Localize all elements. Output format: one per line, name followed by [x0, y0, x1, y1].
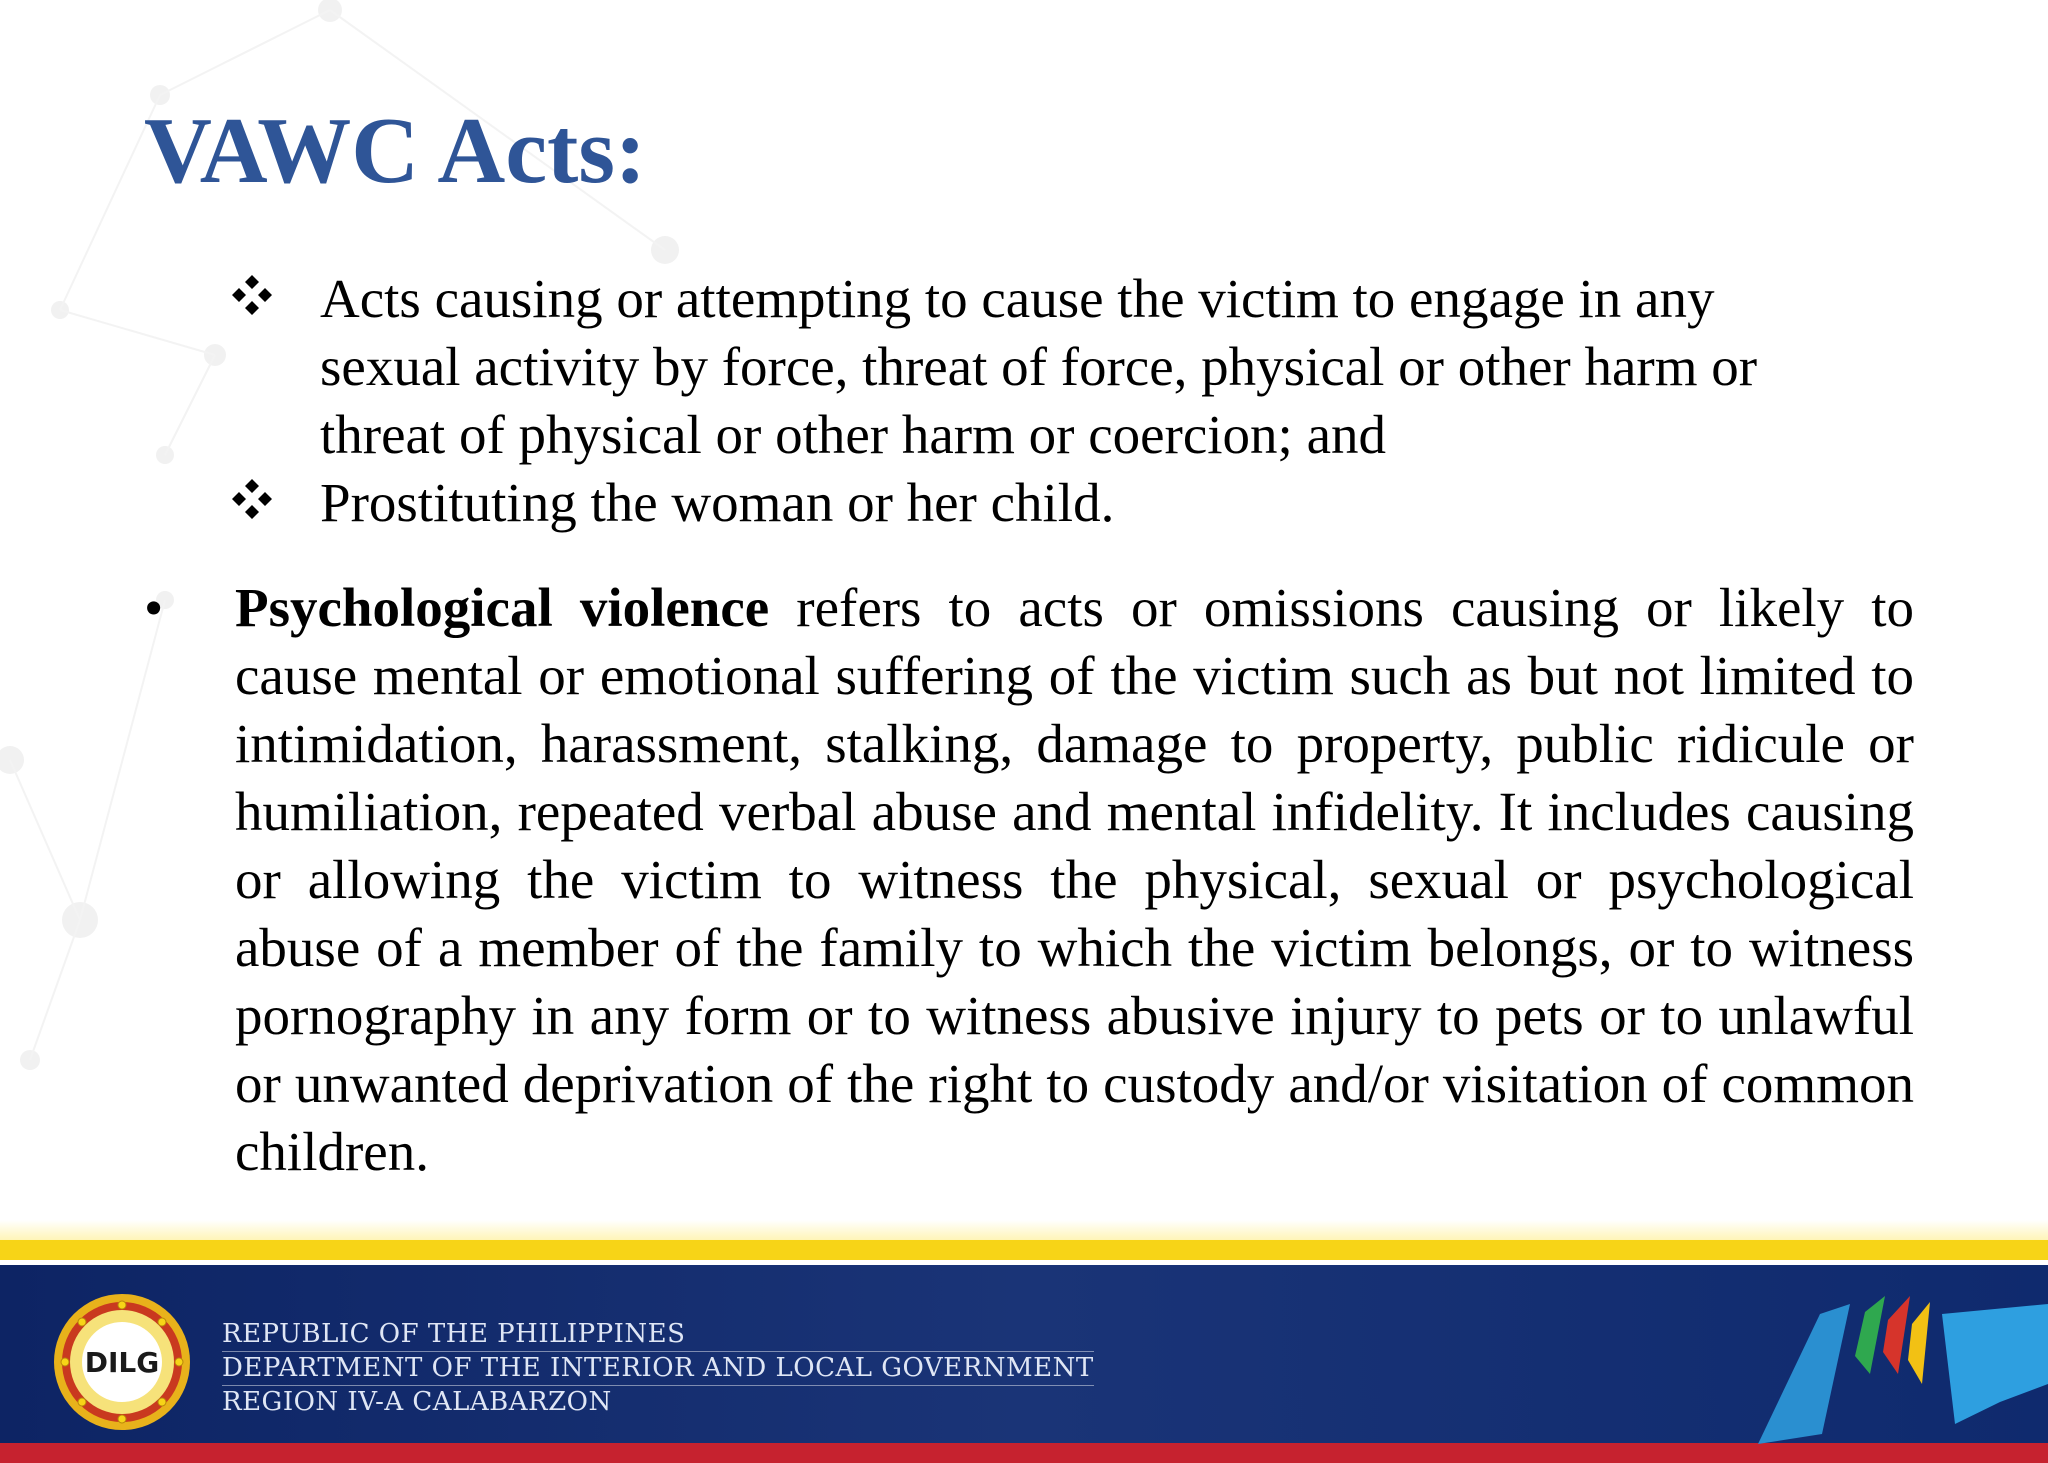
seal-label: DILG [84, 1346, 160, 1379]
sub-bullet-line: Prostituting the woman or her child. [320, 472, 1115, 533]
region-flags-graphic [1750, 1274, 2048, 1444]
agency-line-republic: REPUBLIC OF THE PHILIPPINES [222, 1319, 686, 1349]
agency-line-department: DEPARTMENT OF THE INTERIOR AND LOCAL GOVERNMENT [222, 1351, 1094, 1386]
agency-name-block [222, 1318, 1094, 1419]
sub-bullet-line: Acts causing or attempting to cause the victim to engage in any [320, 268, 1715, 329]
definition-paragraph [235, 574, 1914, 1186]
sub-bullet-item [228, 469, 1848, 537]
yellow-stripe [0, 1240, 2048, 1260]
dilg-seal-logo [52, 1292, 192, 1432]
sub-bullet-line: sexual activity by force, threat of force, physical or other harm or [320, 336, 1758, 397]
psychological-violence-bullet [144, 574, 1914, 1186]
sub-bullet-line: threat of physical or other harm or coercion; and [320, 404, 1386, 465]
defined-term: Psychological violence [235, 577, 770, 638]
sub-bullet-item [228, 265, 1848, 469]
agency-line-region: REGION IV-A CALABARZON [222, 1387, 612, 1417]
four-diamond-bullet-icon [228, 475, 276, 523]
four-diamond-bullet-icon [228, 271, 276, 319]
red-stripe [0, 1443, 2048, 1463]
slide-title: VAWC Acts: [144, 99, 647, 203]
sub-bullet-list [228, 265, 1848, 537]
footer-banner [0, 1220, 2048, 1463]
bullet-marker: • [144, 577, 164, 638]
definition-text: refers to acts or omissions causing or likely to cause mental or emotional suffering of the victim such as but not limited to intimidation, harassment, stalking, damage to property, public ridicule or humiliation, repeated verbal abuse and mental infidelity. It includes causing or allowing the victim to witness the physical, sexual or psychological abuse of a member of the family to which the victim belongs, or to witness pornography in any form or to witness abusive injury to pets or to unlawful or unwanted deprivation of the right to custody and/or visitation of common children. [235, 577, 1914, 1182]
